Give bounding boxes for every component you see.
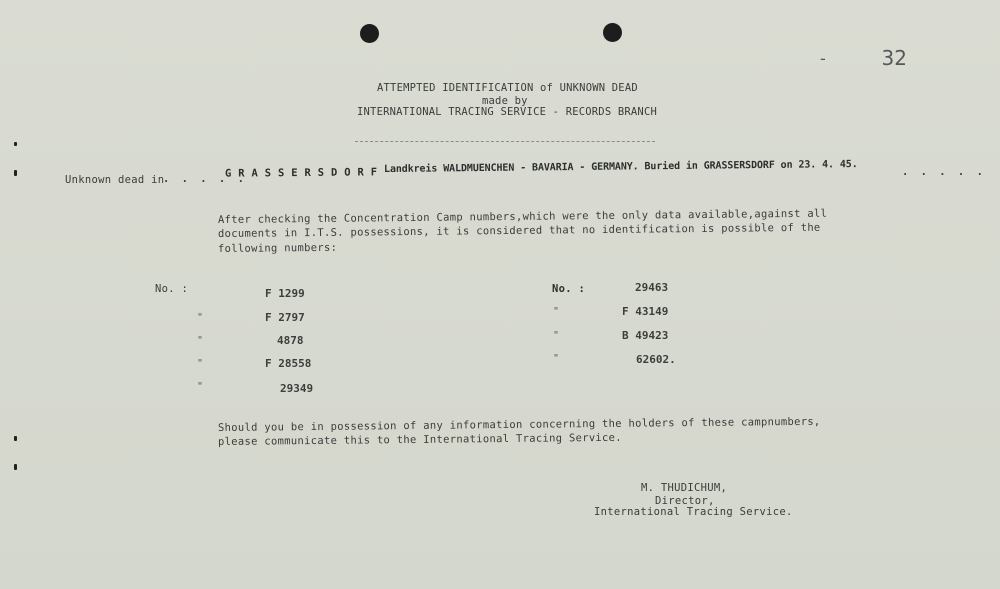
ditto-mark: " <box>197 312 204 323</box>
header-title: ATTEMPTED IDENTIFICATION of UNKNOWN DEAD <box>377 82 638 94</box>
camp-number: F 2797 <box>265 311 305 324</box>
header-subtitle: made by <box>482 95 528 107</box>
record-trailing-dots: . . . . . <box>902 166 986 178</box>
signature-name: M. THUDICHUM, <box>641 482 728 494</box>
record-detail: Landkreis WALDMUENCHEN - BAVARIA - GERMANY. Buried in GRASSERSDORF on 23. 4. 45. <box>383 159 858 175</box>
edge-mark <box>14 464 17 470</box>
signature-organization: International Tracing Service. <box>594 506 793 518</box>
camp-number: F 1299 <box>265 287 305 300</box>
record-leader-dots: . . . . . <box>163 173 247 185</box>
record-label: Unknown dead in <box>65 174 165 186</box>
ditto-mark: " <box>197 358 204 369</box>
camp-number: F 28558 <box>265 357 312 370</box>
intro-line-1: After checking the Concentration Camp numbers,which were the only data available,against all <box>217 207 828 226</box>
camp-number: 29463 <box>635 281 669 294</box>
edge-mark <box>14 142 17 146</box>
page-number: 32 <box>881 46 907 70</box>
header-divider <box>355 141 655 142</box>
camp-number: F 43149 <box>622 305 669 318</box>
closing-line-2: please communicate this to the International Tracing Service. <box>217 431 622 448</box>
intro-line-3: following numbers: <box>217 241 338 255</box>
record-place: G R A S S E R S D O R F <box>224 166 378 180</box>
punch-hole-right <box>603 23 622 42</box>
ditto-mark: " <box>197 381 204 392</box>
ditto-mark: " <box>553 306 560 317</box>
signature-title: Director, <box>655 495 715 507</box>
camp-number: 29349 <box>280 382 314 395</box>
punch-hole-left <box>360 24 379 43</box>
numbers-label-left: No. : <box>155 283 189 295</box>
edge-mark <box>14 170 17 176</box>
intro-line-2: documents in I.T.S. possessions, it is considered that no identification is possible of the <box>217 221 821 240</box>
edge-mark <box>14 436 17 441</box>
ditto-mark: " <box>553 353 560 364</box>
numbers-label-right: No. : <box>552 283 586 295</box>
camp-number: 4878 <box>277 334 304 347</box>
closing-line-1: Should you be in possession of any information concerning the holders of these campnumbers, <box>217 415 821 434</box>
camp-number: 62602. <box>636 353 676 366</box>
header-organization: INTERNATIONAL TRACING SERVICE - RECORDS BRANCH <box>357 106 657 118</box>
page-prefix: - <box>820 49 826 68</box>
ditto-mark: " <box>197 335 204 346</box>
camp-number: B 49423 <box>622 329 669 342</box>
ditto-mark: " <box>553 330 560 341</box>
